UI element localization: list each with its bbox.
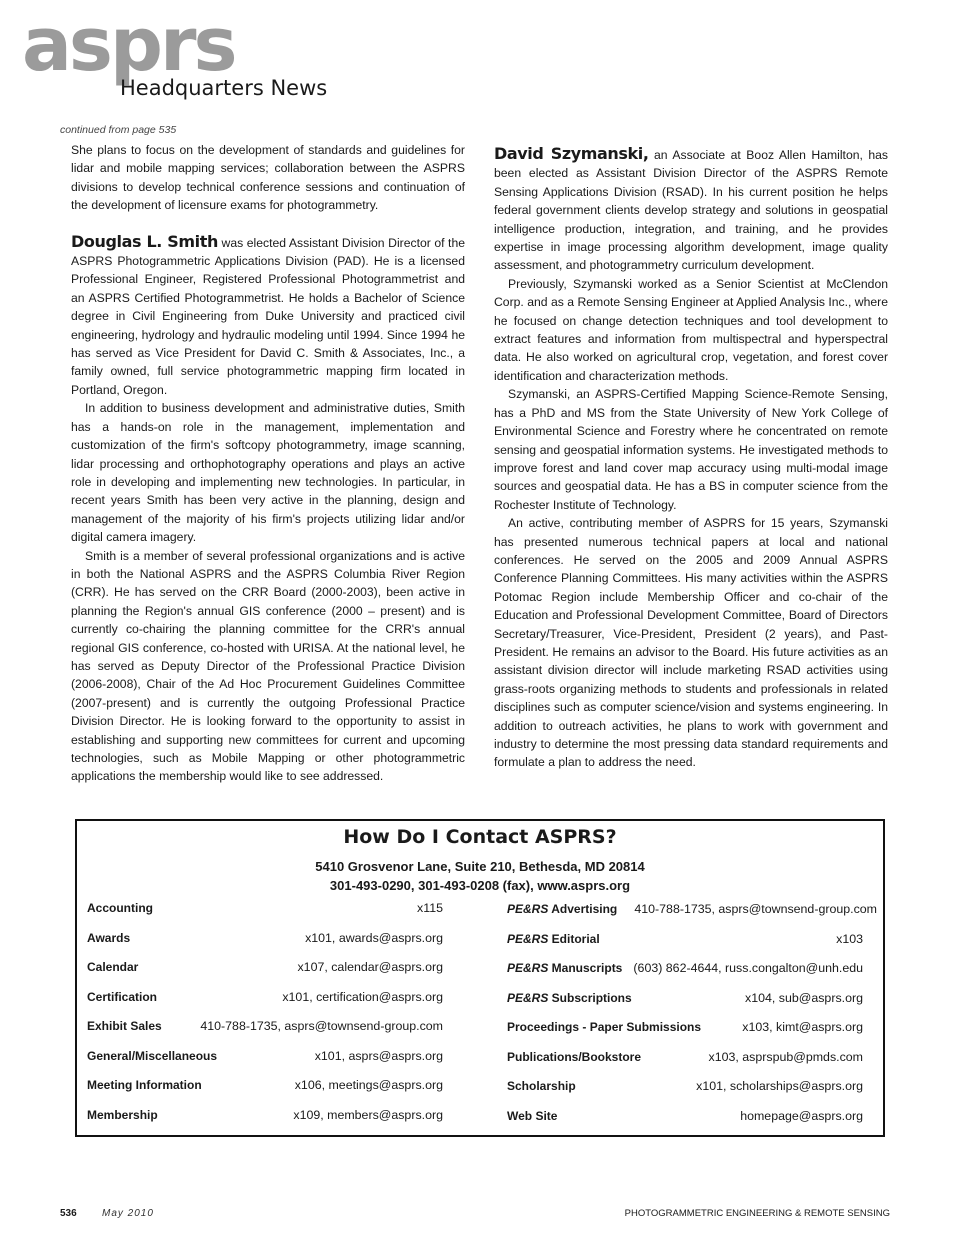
bio-name: Douglas L. Smith [71, 231, 218, 251]
contact-title: How Do I Contact ASPRS? [343, 826, 617, 848]
contact-label: Calendar [87, 960, 139, 974]
paragraph: Previously, Szymanski worked as a Senior Scientist at McClendon Corp. and as a Remote Sensing Engineer at Applied Analysis Inc., where he focused on change detection techniques and tool development to extract features and information from multispectral and hyperspectral data. He also worked on agricultural crop, vegetation, and forest cover identification and characterization methods. [494, 276, 888, 383]
contact-row [87, 960, 443, 978]
contact-label: Meeting Information [87, 1078, 202, 1092]
contact-value: x106, meetings@asprs.org [294, 1078, 443, 1092]
paragraph: Smith is a member of several professional organizations and is active in both the National ASPRS and the ASPRS Columbia River Region (CRR). He has served on the CRR Board (2000-2003), been active in planning the Region's annual GIS conference (2000 – present) and is currently co-chairing the planning committee for the CRR's annual regional GIS conference, co-hosted with URISA. At the national level, he has served as Deputy Director of the Professional Practice Division (2006-2008), Chair of the Ad Hoc Procurement Guidelines Committee (2007-present) and is currently the outgoing Professional Practice Division Director. He is looking forward to the opportunity to assist in establishing and supporting new committees for current and upcoming technologies, such as Mobile Mapping or other photogrammetric applications the membership would like to see addressed. [71, 548, 465, 784]
contact-row [87, 901, 443, 919]
paragraph: Szymanski, an ASPRS-Certified Mapping Science-Remote Sensing, has a PhD and MS from the State University of New York College of Environmental Science and Forestry where he concentrated on remote sensing and geospatial information systems. He investigated methods to improve forest and land cover map accuracy using multi-modal image sources and geospatial data. He has a BS in computer science from the Rochester Institute of Technology. [494, 387, 888, 512]
asprs-logo: asprs [22, 2, 235, 88]
contact-value: x101, scholarships@asprs.org [696, 1079, 863, 1093]
contact-label: PE&RS Advertising [507, 902, 618, 916]
contact-value: x103 [836, 931, 863, 946]
contact-value: x103, asprspub@pmds.com [708, 1049, 863, 1064]
contact-row [87, 1019, 443, 1037]
contact-phone: 301-493-0290, 301-493-0208 (fax), www.asprs.org [329, 878, 631, 893]
journal-name: PHOTOGRAMMETRIC ENGINEERING & REMOTE SENSING [624, 1208, 890, 1219]
contact-label: Proceedings - Paper Submissions [507, 1020, 702, 1034]
contact-label: PE&RS Manuscripts [507, 961, 623, 975]
contact-row [507, 1020, 863, 1038]
contact-row [507, 902, 877, 920]
paragraph: She plans to focus on the development of standards and guidelines for lidar and mobile mapping services; collaboration between the ASPRS divisions to develop technical conference sessions and continuation of the development of licensure exams for photogrammetry. [71, 143, 465, 213]
contact-row [507, 1109, 863, 1127]
contact-label: Scholarship [507, 1079, 576, 1093]
contact-label: Awards [87, 930, 131, 945]
contact-value: (603) 862-4644, russ.congalton@unh.edu [633, 961, 863, 975]
contact-row [507, 961, 863, 979]
contact-label: Exhibit Sales [87, 1019, 162, 1033]
contact-box [75, 819, 885, 1137]
contact-label: General/Miscellaneous [87, 1048, 218, 1063]
issue-date: May 2010 [102, 1208, 154, 1219]
contact-row [87, 990, 443, 1008]
bio-paragraph [494, 145, 888, 275]
contact-label: Web Site [507, 1108, 558, 1123]
journal-abbrev: PE&RS [507, 961, 549, 975]
bio-text: an Associate at Booz Allen Hamilton, has been elected as Assistant Division Director of the ASPRS Remote Sensing Applications Division (RSAD). In his current position he helps federal government clients develop strategy and solutions in geospatial intelligence production, integration, and training, and he provides expertise in image processing algorithm development, image quality assessment, and photogrammetry curriculum development. [494, 148, 888, 273]
contact-address: 5410 Grosvenor Lane, Suite 210, Bethesda, MD 20814 [315, 859, 645, 874]
bio-name: David Szymanski, [494, 144, 649, 163]
contact-label: Certification [87, 989, 158, 1004]
contact-label: PE&RS Subscriptions [507, 990, 632, 1005]
contact-value: x101, certification@asprs.org [282, 989, 443, 1004]
contact-value: 410-788-1735, asprs@townsend-group.com [634, 902, 877, 916]
contact-label: Publications/Bookstore [507, 1049, 642, 1064]
journal-abbrev: PE&RS [507, 931, 549, 946]
contact-row [87, 1049, 443, 1067]
paragraph: In addition to business development and administrative duties, Smith has a hands-on role in the management, implementation and customization of the firm's softcopy photogrammetry, image scanning, lidar processing and orthophotography operations and plays an active role in developing and implementing new technologies. In particular, in recent years Smith has been very active in the planning, design and management of the majority of his firm's projects utilizing lidar and/or digital camera imagery. [71, 401, 465, 545]
contact-value: x104, sub@asprs.org [745, 990, 863, 1005]
contact-row [87, 1078, 443, 1096]
contact-value: x115 [417, 901, 443, 915]
page-number: 536 [60, 1208, 77, 1219]
contact-row [507, 1050, 863, 1068]
contact-row [87, 1108, 443, 1126]
journal-abbrev: PE&RS [507, 902, 549, 916]
contact-label: Accounting [87, 901, 153, 915]
bio-paragraph [71, 233, 465, 400]
continued-note: continued from page 535 [60, 124, 177, 136]
contact-row [87, 931, 443, 949]
contact-row [507, 932, 863, 950]
contact-value: homepage@asprs.org [740, 1108, 863, 1123]
section-title: Headquarters News [120, 76, 328, 100]
paragraph: An active, contributing member of ASPRS for 15 years, Szymanski has presented numerous technical papers at local and national conferences. He served on the 2005 and 2009 Annual ASPRS Conference Planning Committees. His many activities within the ASPRS Potomac Region include Membership Officer and co-chair of the Education and Professional Development Committee, Board of Directors Secretary/Treasurer, Vice-President, President (2 years), and Past-President. He remains an advisor to the Board. His future activities as an assistant division director will include marketing RSAD activities using grass-roots organizing methods to students and professionals in related disciplines such as computer science/vision and systems engineering. In addition to outreach activities, he plans to work with government and industry to determine the most pressing data standard requirements and formulate a plan to address the need. [494, 516, 888, 770]
masthead [22, 2, 422, 102]
right-column [494, 145, 888, 772]
contact-row [507, 991, 863, 1009]
contact-value: x107, calendar@asprs.org [297, 960, 443, 974]
contact-label: PE&RS Editorial [507, 931, 600, 946]
contact-value: x101, asprs@asprs.org [314, 1048, 443, 1063]
contact-label: Membership [87, 1107, 158, 1122]
contact-value: x109, members@asprs.org [293, 1107, 443, 1122]
bio-text: was elected Assistant Division Director of the ASPRS Photogrammetric Applications Division (PAD). He is a licensed Professional Engineer, Registered Professional Photogrammetrist and an ASPRS Certified Photogrammetrist. He holds a Bachelor of Science degree in Civil Engineering from Duke University and practiced civil engineering, hydrology and hydraulic modeling until 1994. Since 1994 he has served as Vice President for David C. Smith & Associates, Inc., a family owned, full service photogrammetric mapping firm located in Portland, Oregon. [71, 235, 466, 397]
contact-value: x101, awards@asprs.org [305, 930, 443, 945]
left-column [71, 141, 465, 786]
contact-row [507, 1079, 863, 1097]
contact-value: x103, kimt@asprs.org [742, 1020, 863, 1034]
contact-value: 410-788-1735, asprs@townsend-group.com [200, 1019, 443, 1033]
journal-abbrev: PE&RS [507, 990, 549, 1005]
